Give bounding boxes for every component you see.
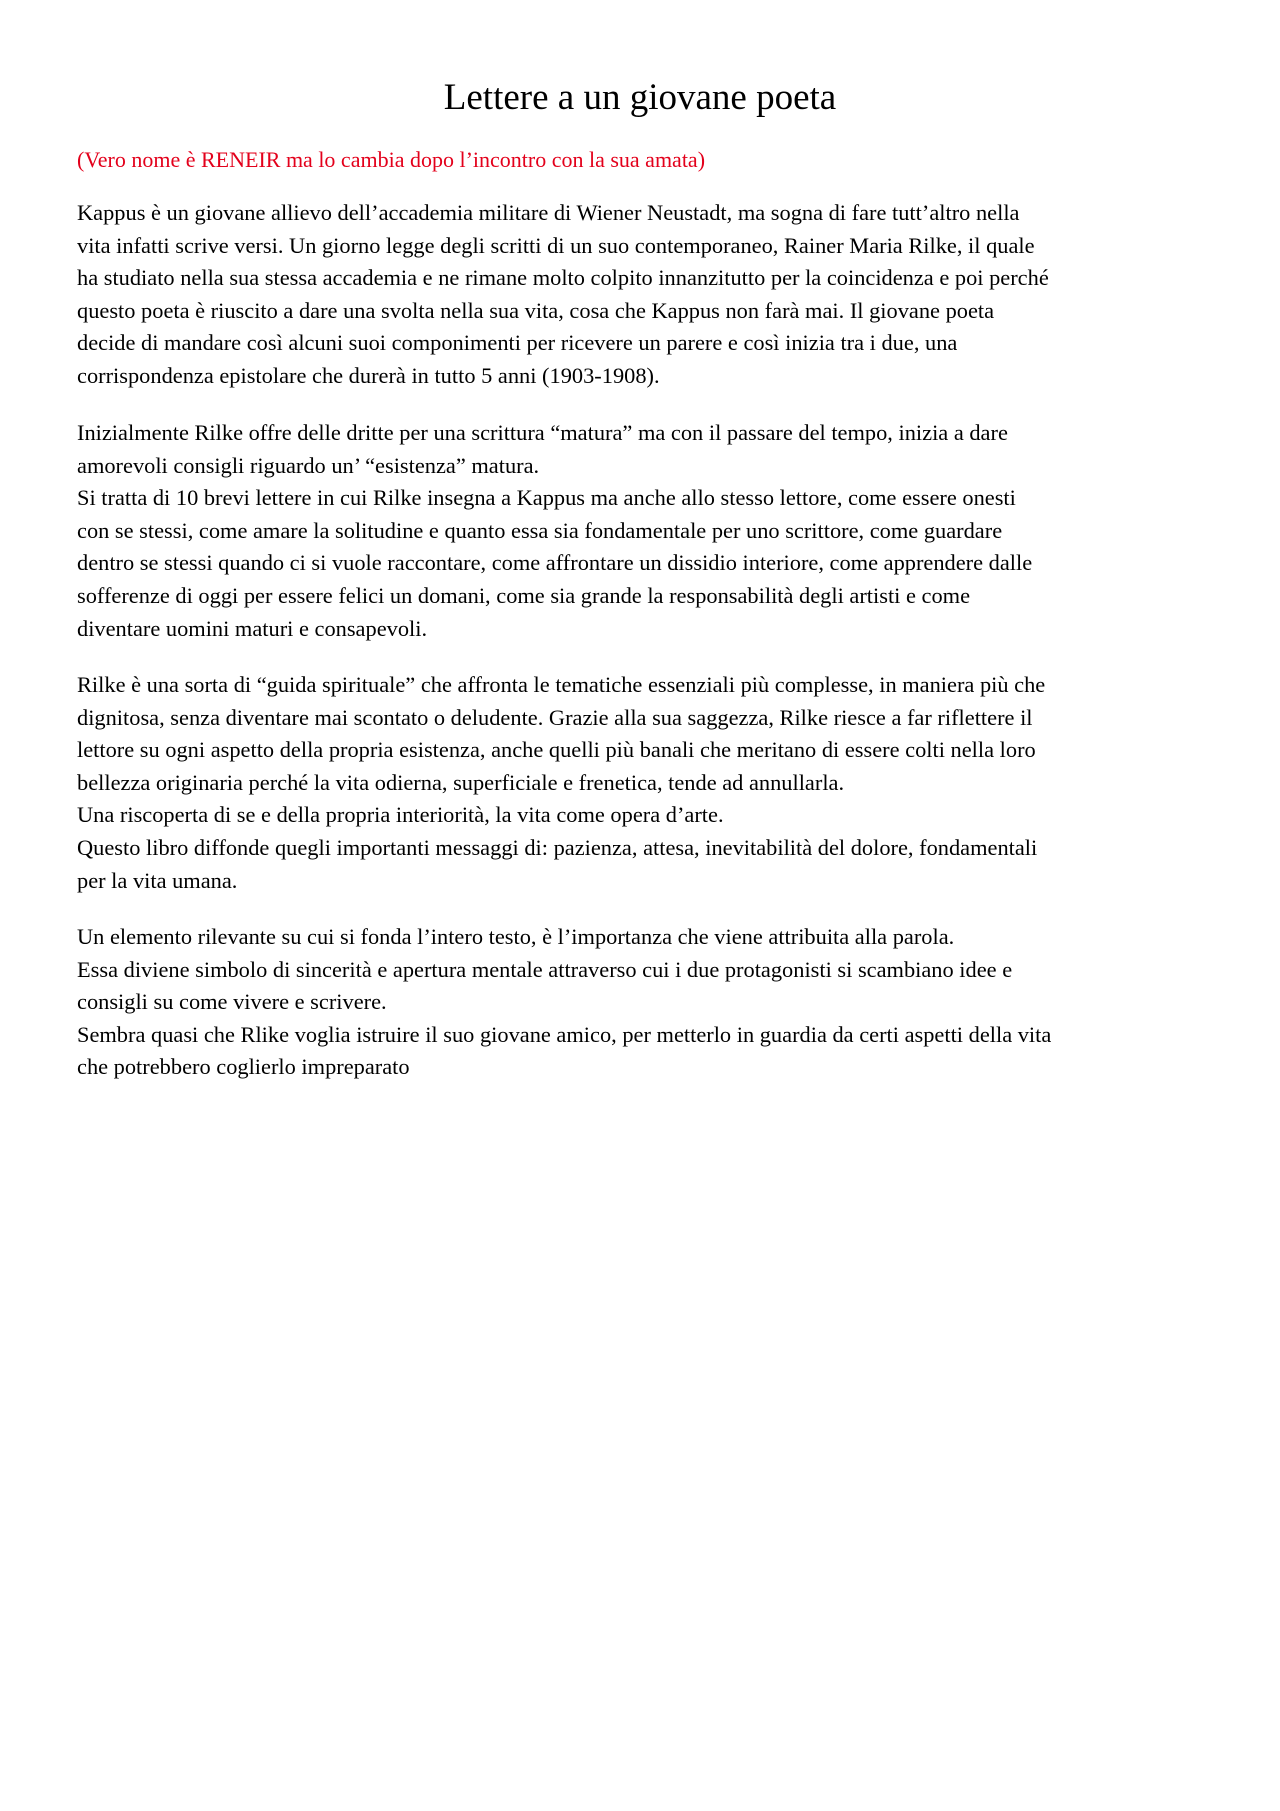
paragraph-line: Inizialmente Rilke offre delle dritte per una scrittura “matura” ma con il passare del tempo, inizia a dare (77, 420, 1008, 445)
paragraph-1 (77, 197, 1207, 393)
paragraph-2 (77, 417, 1207, 645)
red-note: (Vero nome è RENEIR ma lo cambia dopo l’incontro con la sua amata) (77, 147, 706, 172)
paragraph-line: diventare uomini maturi e consapevoli. (77, 615, 428, 641)
paragraph-line: dignitosa, senza diventare mai scontato o deludente. Grazie alla sua saggezza, Rilke riesce a far riflettere il (77, 704, 1033, 730)
paragraph-line: Una riscoperta di se e della propria interiorità, la vita come opera d’arte. (77, 802, 724, 828)
paragraph-line: Kappus è un giovane allievo dell’accademia militare di Wiener Neustadt, ma sogna di fare tutt’altro nella (77, 200, 1020, 225)
paragraph-line: corrispondenza epistolare che durerà in tutto 5 anni (1903-1908). (77, 362, 660, 388)
paragraph-4 (77, 921, 1207, 1084)
paragraph-line: ha studiato nella sua stessa accademia e ne rimane molto colpito innanzitutto per la coincidenza e poi perché (77, 265, 1049, 291)
paragraph-line: per la vita umana. (77, 867, 238, 893)
paragraph-line: dentro se stessi quando ci si vuole raccontare, come affrontare un dissidio interiore, come apprendere dalle (77, 550, 1033, 576)
paragraph-line: amorevoli consigli riguardo un’ “esistenza” matura. (77, 452, 540, 478)
page-title: Lettere a un giovane poeta (443, 77, 837, 118)
paragraph-line: Rilke è una sorta di “guida spirituale” che affronta le tematiche essenziali più complesse, in maniera più che (77, 672, 1046, 697)
paragraph-line: con se stessi, come amare la solitudine e quanto essa sia fondamentale per uno scrittore, come guardare (77, 517, 1003, 543)
paragraph-line: Sembra quasi che Rlike voglia istruire il suo giovane amico, per metterlo in guardia da certi aspetti della vita (77, 1021, 1052, 1047)
paragraph-line: bellezza originaria perché la vita odierna, superficiale e frenetica, tende ad annullarla. (77, 769, 845, 795)
paragraph-line: consigli su come vivere e scrivere. (77, 989, 387, 1015)
paragraph-line: lettore su ogni aspetto della propria esistenza, anche quelli più banali che meritano di essere colti nella loro (77, 737, 1036, 763)
paragraph-line: Si tratta di 10 brevi lettere in cui Rilke insegna a Kappus ma anche allo stesso lettore, come essere onesti (77, 485, 1016, 511)
paragraph-line: Questo libro diffonde quegli importanti messaggi di: pazienza, attesa, inevitabilità del dolore, fondamentali (77, 834, 1038, 860)
paragraph-line: decide di mandare così alcuni suoi componimenti per ricevere un parere e così inizia tra i due, una (77, 330, 958, 356)
paragraph-line: sofferenze di oggi per essere felici un domani, come sia grande la responsabilità degli artisti e come (77, 582, 971, 608)
paragraph-line: Un elemento rilevante su cui si fonda l’intero testo, è l’importanza che viene attribuita alla parola. (77, 924, 955, 949)
paragraph-line: Essa diviene simbolo di sincerità e apertura mentale attraverso cui i due protagonisti si scambiano idee e (77, 956, 1013, 982)
paragraph-line: questo poeta è riuscito a dare una svolta nella sua vita, cosa che Kappus non farà mai. Il giovane poeta (77, 297, 995, 323)
paragraph-line: vita infatti scrive versi. Un giorno legge degli scritti di un suo contemporaneo, Rainer Maria Rilke, il quale (77, 232, 1035, 258)
paragraph-3 (77, 669, 1207, 897)
paragraph-line: che potrebbero coglierlo impreparato (77, 1054, 410, 1080)
